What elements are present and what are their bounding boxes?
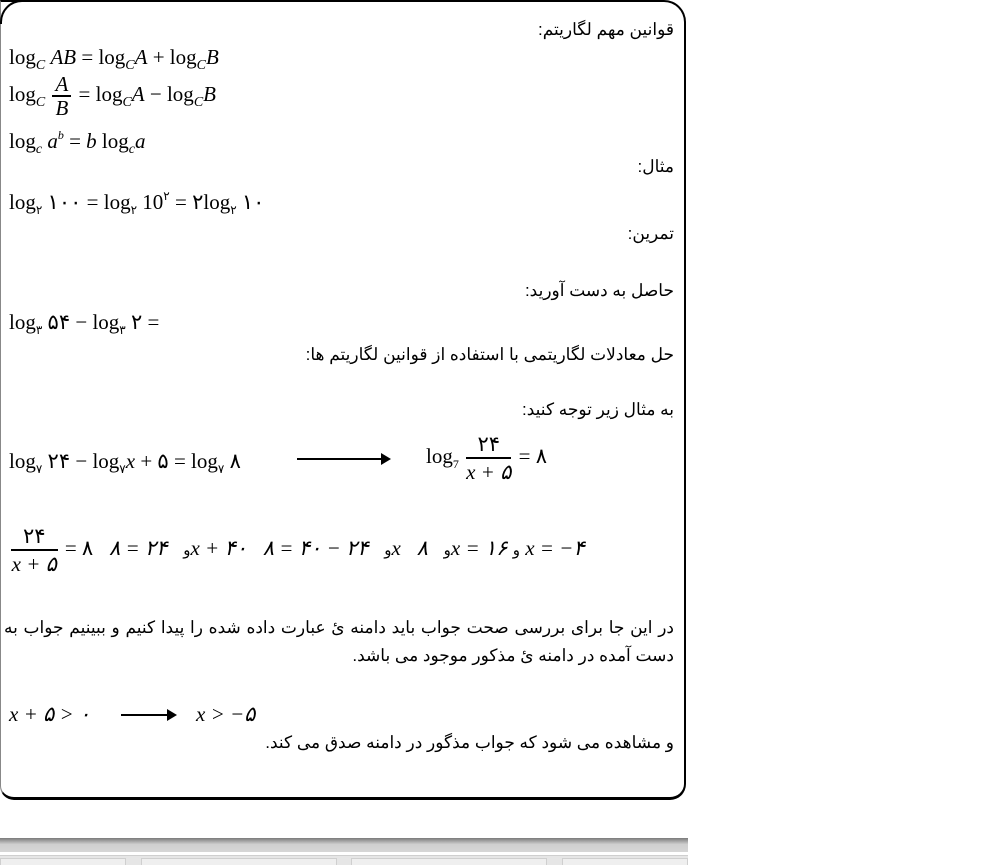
rule-product: $\log_C$ AB = $\log_CA + \log_CB$ [9, 45, 219, 73]
example-equation: $\log_۲$ ۱۰۰ = $\log_۲ 10^۲$ = $۲\log_۲$ ۱۰ [9, 189, 265, 217]
horizontal-scrollbar[interactable] [0, 838, 688, 852]
exercise-equation: $\log_۳$ ۵۴ − $\log_۳$ ۲ = [9, 310, 160, 337]
arrow-icon [297, 458, 389, 460]
arrow-icon [121, 714, 175, 716]
solution-steps: $\frac{۲۴}{x + ۵}$ = ۸ و ۲۴ = ۸x + ۴۰ و ۲۴ − ۴۰ = ۸x و ۸x = ۱۶ و x = −۴ [11, 524, 585, 576]
domain-inequality-lhs: x + ۵ > ۰ [9, 702, 91, 726]
paragraph-domain-check: در این جا برای بررسی صحت جواب باید دامنه ئ عبارت داده شده را پیدا کنیم و ببینیم جواب به دست آمده در دامنه ئ مذکور موجود می باشد. [4, 618, 674, 665]
domain-inequality-rhs: x > −۵ [196, 702, 256, 726]
heading-example: مثال: [637, 157, 674, 176]
heading-solve-equations: حل معادلات لگاریتمی با استفاده از قوانین لگاریتم ها: [305, 345, 674, 364]
heading-note-example: به مثال زیر توجه کنید: [522, 400, 674, 419]
conclusion-text: و مشاهده می شود که جواب مذگور در دامنه صدق می کند. [265, 733, 674, 752]
rule-quotient: $\log_C$ $\frac{A}{B}$ = $\log_CA - \log_CB$ [9, 72, 216, 120]
rule-power: $\log_c a^b = b$ $\log_ca$ [9, 128, 146, 157]
heading-log-rules: قوانین مهم لگاریتم: [538, 20, 674, 39]
heading-compute: حاصل به دست آورید: [524, 281, 674, 300]
equation-log-fraction: $\log_7$ $\frac{۲۴}{x + ۵}$ = ۸ [426, 432, 547, 484]
equation-log-difference: $\log_۷$ ۲۴ − $\log_۷x$ + ۵ = $\log_۷$ ۸ [9, 449, 241, 476]
heading-exercise: تمرین: [627, 224, 674, 243]
